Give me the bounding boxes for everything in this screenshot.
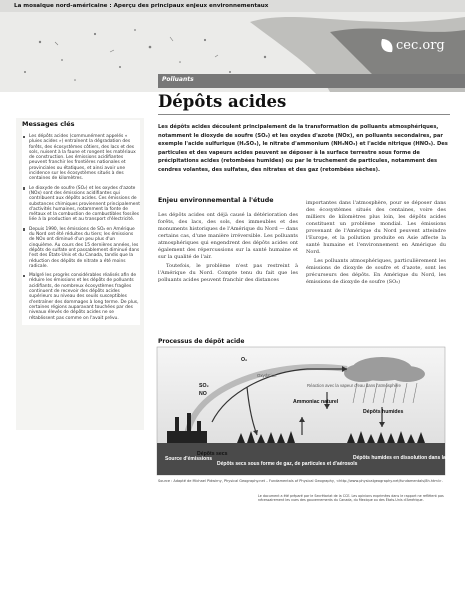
paragraph: Les dépôts acides ont déjà causé la détérioration des forêts, des lacs, des sols, des immeubles et des monuments historiques de l'Amérique du Nord — dans certains cas, d'une manière irréversible. Les polluants atmosphériques qui engendrent des dépôts acides ont également des répercussions sur la santé humaine et sur la qualité de l'air.	[158, 212, 298, 260]
body-column-2	[306, 200, 446, 288]
acid-deposition-diagram	[157, 347, 459, 475]
list-item: Depuis 1990, les émissions de SO₂ en Amérique du Nord ont été réduites du tiers; les émissions de NOx ont diminué d'un peu plus d'un cinquième. Au cours des 15 dernières années, les dépôts de sulfate ont passablement diminué dans l'est des États-Unis et du Canada, tandis que la réduction des dépôts de nitrate a été moins radicale.	[22, 227, 140, 269]
key-messages-sidebar	[22, 120, 140, 325]
cec-logo[interactable]: cec.org	[396, 38, 445, 53]
label-source: Source d'émissions	[165, 456, 213, 462]
diagram-title: Processus de dépôt acide	[158, 338, 245, 345]
label-humides-desc: Dépôts humides en dissolution dans la pluie	[353, 455, 459, 461]
list-item: Malgré les progrès considérables réalisés afin de réduire les émissions et les dépôts de polluants acidifiants, de nombreux écosystèmes fragiles continuent de recevoir des dépôts acides supérieurs au niveau des seuils susceptibles d'entraîner des dommages à long terme. De plus, certaines régions auparavant touchées par des niveaux élevés de dépôts acides ne se rétablissent pas comme on l'avait prévu.	[22, 273, 140, 321]
list-item: Le dioxyde de soufre (SO₂) et les oxydes d'azote (NOx) sont des émissions acidifiantes qui contribuent aux dépôts acides. Ces émissions de substances chimiques proviennent principalement d'activités humaines, notamment la fonte de métaux et la combustion de combustibles fossiles liée à la production et au transport d'électricité.	[22, 186, 140, 223]
label-oxydation: Oxydation	[257, 373, 277, 378]
intro-paragraph: Les dépôts acides découlent principalement de la transformation de polluants atmosphériques, notamment le dioxyde de soufre (SO₂) et les oxydes d'azote (NOx), en polluants secondaires, par exemple l'acide sulfurique (H₂SO₄), le nitrate d'ammonium (NH₄NO₃) et l'acide nitrique (HNO₃). Des particules et des vapeurs acides peuvent se déposer à la surface terrestre sous forme de précipitations acides (retombées humides) ou par le truchement de particules, notamment des cendres volantes, des sulfates, des nitrates et des gaz (retombées sèches).	[158, 124, 448, 173]
body-column-1	[158, 212, 298, 286]
category-label: Polluants	[162, 76, 194, 83]
paragraph: Toutefois, le problème n'est pas restreint à l'Amérique du Nord. Compte tenu du fait que les polluants acides peuvent franchir des distances	[158, 263, 298, 283]
label-o2: O₂	[241, 357, 248, 363]
sidebar-heading: Messages clés	[22, 120, 75, 128]
title-divider	[158, 114, 450, 115]
label-reaction: Réaction avec la vapeur d'eau dans l'atmosphère	[307, 383, 401, 388]
label-depots-humides: Dépôts humides	[363, 409, 404, 415]
source-note: Source : Adapté de Michael Pidwirny, Physical Geography.net – Fundamentals of Physical Geography, <http://www.physicalgeography.net/fundamentals/8h.html>.	[158, 479, 443, 483]
label-no: NO	[199, 391, 207, 397]
footnote: Le document a été préparé par le Secrétariat de la CCE. Les opinions exprimées dans le rapport ne reflètent pas nécessairement les vues des gouvernements du Canada, du Mexique ou des États-Unis d'Amérique.	[258, 494, 444, 503]
section-heading: Enjeu environnemental à l'étude	[158, 197, 274, 204]
label-ammoniac: Ammoniac naturel	[293, 399, 339, 405]
series-title: La mosaïque nord-américaine : Aperçu des principaux enjeux environnementaux	[14, 3, 269, 9]
label-so2: SO₂	[199, 383, 209, 389]
key-messages-list	[22, 134, 140, 321]
paragraph: importantes dans l'atmosphère, pour se déposer dans des écosystèmes situés des centaines, voire des milliers de kilomètres plus loin, les dépôts acides constituent un problème mondial. Les émissions provenant de l'Amérique du Nord peuvent atteindre l'Europe, et la pollution produite en Asie affecte la santé humaine et l'environnement en Amérique du Nord.	[306, 200, 446, 255]
label-depots-secs: Dépôts secs	[197, 451, 228, 457]
page-title: Dépôts acides	[158, 92, 287, 111]
paragraph: Les polluants atmosphériques, particulièrement les émissions de dioxyde de soufre et d'azote, sont les précurseurs des dépôts. En Amérique du Nord, les émissions de dioxyde de soufre (SO₂)	[306, 258, 446, 285]
list-item: Les dépôts acides (communément appelés « pluies acides ») entraînent la dégradation des forêts, des écosystèmes côtiers, des lacs et des sols, nuisent à la faune et rongent les matériaux de construction. Les émissions acidifiantes peuvent franchir les frontières nationales et provinciales ou étatiques, et ainsi avoir une incidence sur les écosystèmes situés à des centaines de kilomètres.	[22, 134, 140, 182]
category-bar	[158, 74, 465, 88]
label-secs-desc: Dépôts secs sous forme de gaz, de particules et d'aérosols	[217, 461, 358, 467]
